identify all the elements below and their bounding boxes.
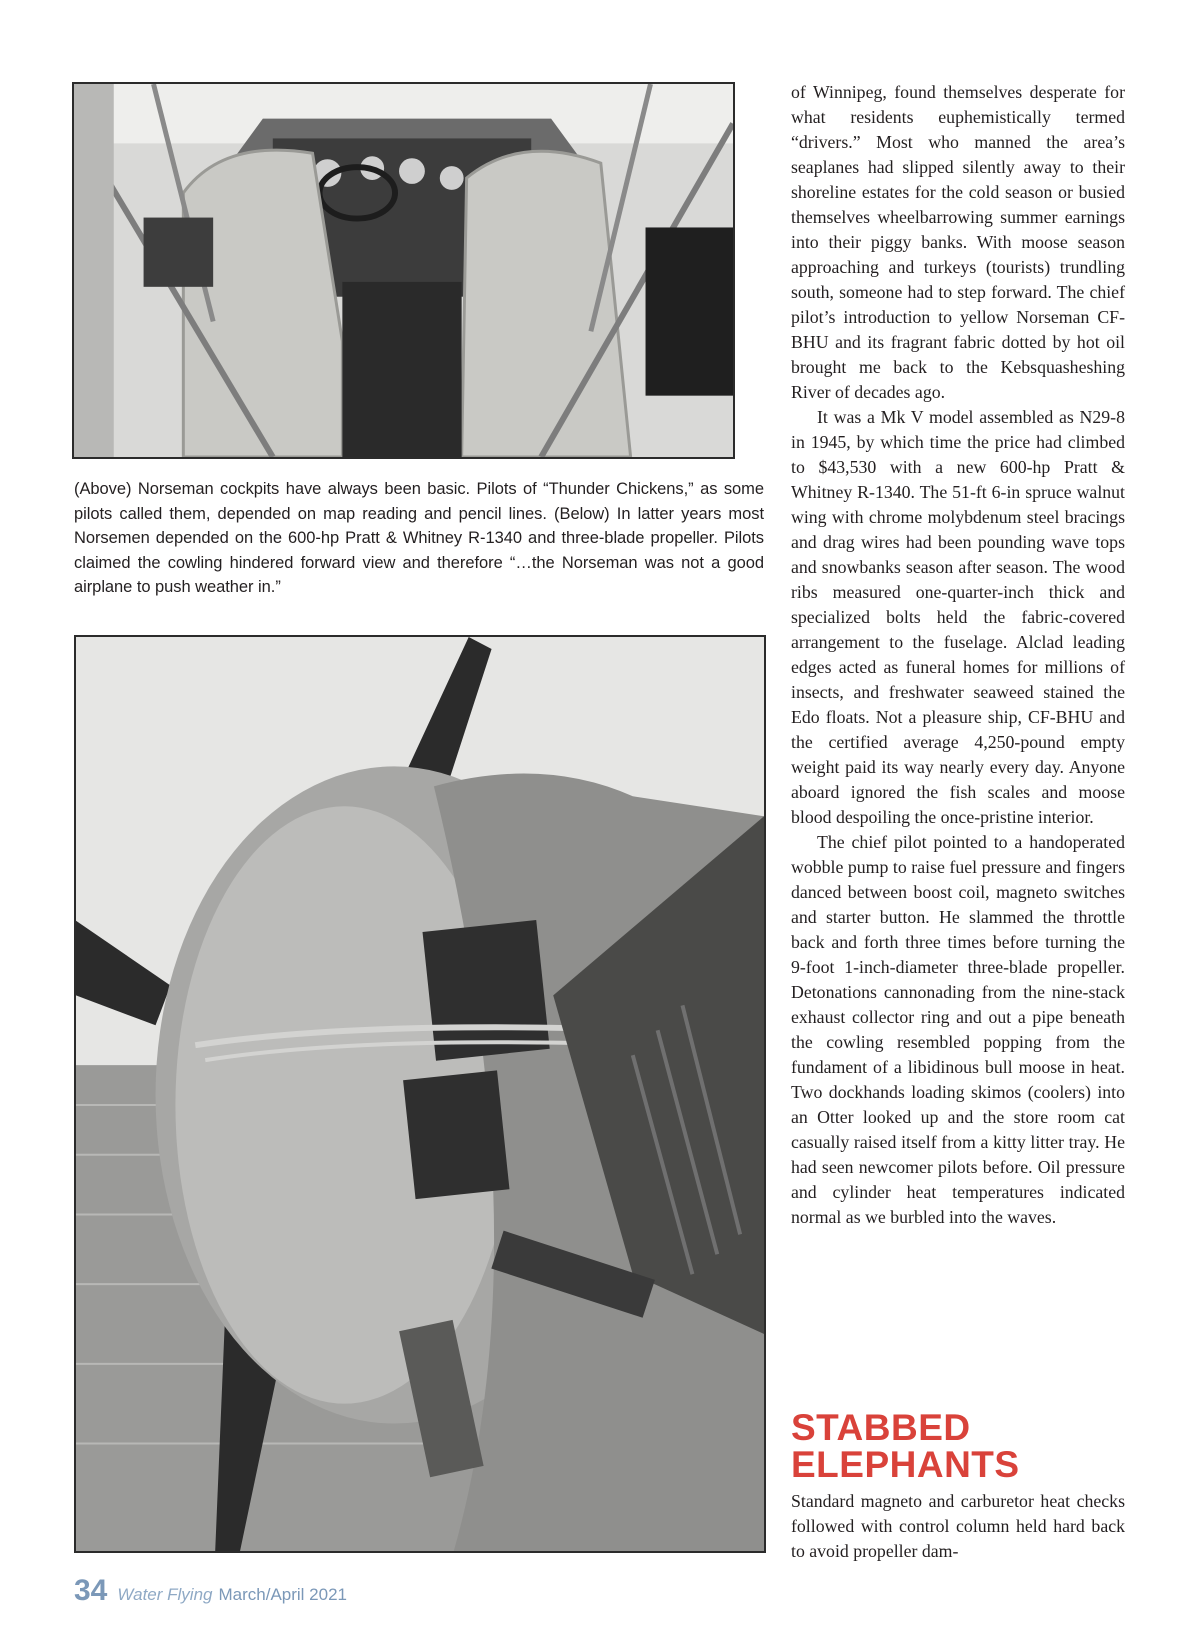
page-number: 34 [74, 1574, 108, 1607]
article-paragraph: of Winnipeg, found themselves desperate for what residents euphemistically termed “drivers.” Most who manned the area’s seaplanes had slipped silently away to their shoreline estates for the cold season or busied themselves wheelbarrowing summer earnings into their piggy banks. With moose season approaching and turkeys (tourists) trundling south, someone had to step forward. The chief pilot’s introduction to yellow Norseman CF-BHU and its fragrant fabric dotted by hot oil brought me back to the Kebsquasheshing River of decades ago. [791, 82, 1125, 402]
engine-photo [74, 635, 766, 1553]
photo-caption [74, 477, 764, 600]
issue-date: March/April 2021 [218, 1585, 347, 1604]
cockpit-photo [72, 82, 735, 459]
article-paragraph: The chief pilot pointed to a handoperated wobble pump to raise fuel pressure and fingers danced between boost coil, magneto switches and starter button. He slammed the throttle back and forth three times before turning the 9-foot 1-inch-diameter three-blade propeller. Detonations cannonading from the nine-stack exhaust collector ring and out a pipe beneath the cowling resembled popping from the fundament of a libidinous bull moose in heat. Two dockhands loading skimos (coolers) into an Otter looked up and the store room cat casually raised itself from a kitty litter tray. He had seen newcomer pilots before. Oil pressure and cylinder heat temperatures indicated normal as we burbled into the waves. [791, 832, 1125, 1227]
section-body [791, 1489, 1125, 1564]
cockpit-illustration [74, 84, 733, 457]
article-paragraph: It was a Mk V model assembled as N29-8 in 1945, by which time the price had climbed to $43,530 with a new 600-hp Pratt & Whitney R-1340. The 51-ft 6-in spruce walnut wing with chrome molybdenum steel bracings and drag wires had been pounding wave tops and snowbanks season after season. The wood ribs measured one-quarter-inch thick and specialized bolts held the fabric-covered arrangement to the fuselage. Alclad leading edges acted as funeral homes for millions of insects, and freshwater seaweed stained the Edo floats. Not a pleasure ship, CF-BHU and the certified average 4,250-pound empty weight paid its way nearly every day. Anyone aboard ignored the fish scales and moose blood despoiling the once-pristine interior. [791, 407, 1125, 827]
page-footer [74, 1574, 347, 1614]
section-heading [791, 1409, 1125, 1483]
article-body [791, 80, 1125, 1230]
section-heading-line-2: ELEPHANTS [791, 1444, 1020, 1485]
section-paragraph: Standard magneto and carburetor heat checks followed with control column held hard back to avoid propeller dam- [791, 1491, 1125, 1561]
publication-name: Water Flying [117, 1585, 213, 1604]
caption-text: (Above) Norseman cockpits have always been basic. Pilots of “Thunder Chickens,” as some pilots called them, depended on map reading and pencil lines. (Below) In latter years most Norsemen depended on the 600-hp Pratt & Whitney R-1340 and three-blade propeller. Pilots claimed the cowling hindered forward view and therefore “…the Norseman was not a good airplane to push weather in.” [74, 480, 764, 596]
engine-illustration [76, 637, 764, 1551]
section-heading-line-1: STABBED [791, 1407, 971, 1448]
